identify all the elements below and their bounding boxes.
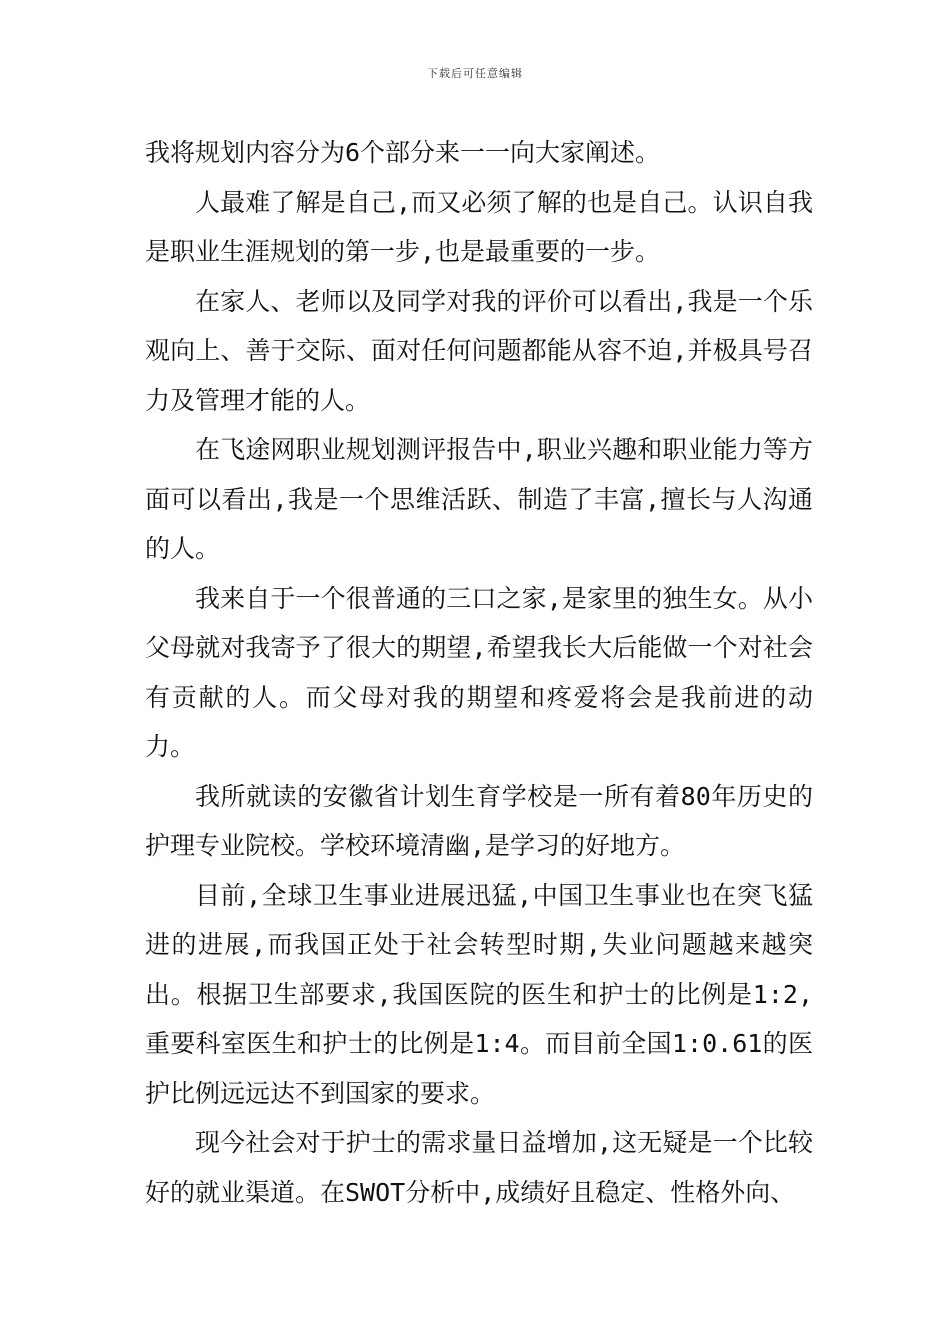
paragraph: 现今社会对于护士的需求量日益增加,这无疑是一个比较好的就业渠道。在SWOT分析中,成绩好且稳定、性格外向、 <box>145 1128 813 1207</box>
paragraph: 我所就读的安徽省计划生育学校是一所有着80年历史的护理专业院校。学校环境清幽,是学习的好地方。 <box>145 781 813 860</box>
paragraph: 我将规划内容分为6个部分来一一向大家阐述。 <box>145 138 661 167</box>
paragraph: 目前,全球卫生事业进展迅猛,中国卫生事业也在突飞猛进的进展,而我国正处于社会转型时期,失业问题越来越突出。根据卫生部要求,我国医院的医生和护士的比例是1:2,重要科室医生和护士的比例是1:4。而目前全国1:0.61的医护比例远远达不到国家的要求。 <box>145 880 813 1108</box>
paragraph: 人最难了解是自己,而又必须了解的也是自己。认识自我是职业生涯规划的第一步,也是最重要的一步。 <box>145 187 813 266</box>
paragraph: 在家人、老师以及同学对我的评价可以看出,我是一个乐观向上、善于交际、面对任何问题都能从容不迫,并极具号召力及管理才能的人。 <box>145 286 813 415</box>
document-body <box>145 128 813 1217</box>
paragraph: 我来自于一个很普通的三口之家,是家里的独生女。从小父母就对我寄予了很大的期望,希望我长大后能做一个对社会有贡献的人。而父母对我的期望和疼爱将会是我前进的动力。 <box>145 583 813 761</box>
paragraph: 在飞途网职业规划测评报告中,职业兴趣和职业能力等方面可以看出,我是一个思维活跃、制造了丰富,擅长与人沟通的人。 <box>145 435 813 563</box>
page-header: 下载后可任意编辑 <box>427 67 523 80</box>
